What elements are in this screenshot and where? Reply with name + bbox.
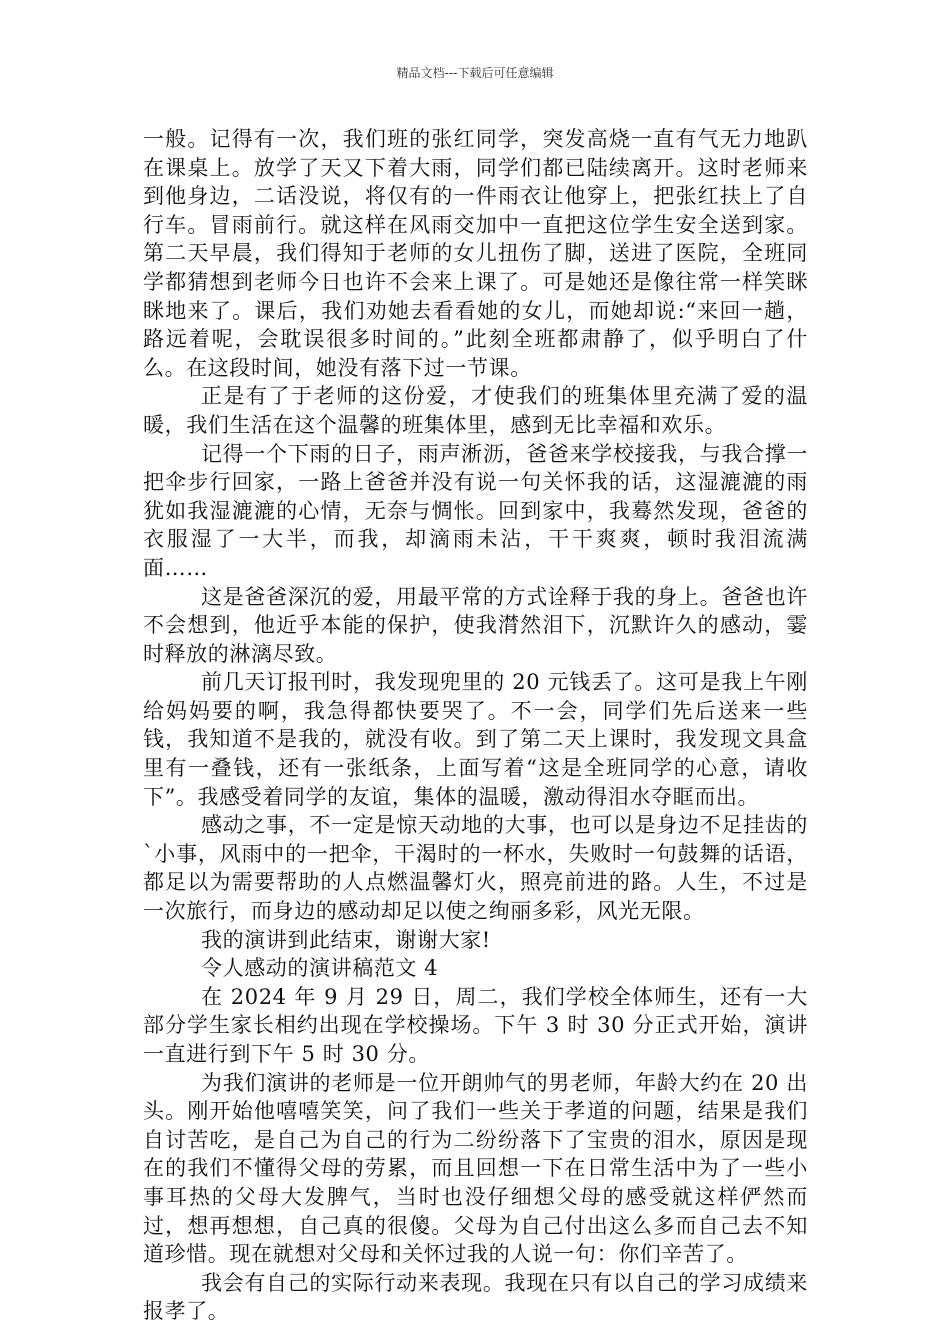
document-body: [143, 125, 808, 1326]
paragraph-6: 感动之事，不一定是惊天动地的大事，也可以是身边不足挂齿的`小事，风雨中的一把伞，干渴时的一杯水，失败时一句鼓舞的话语，都足以为需要帮助的人点燃温馨灯火，照亮前进的路。人生，不过是一次旅行，而身边的感动却足以使之绚丽多彩，风光无限。: [143, 813, 808, 924]
paragraph-4: 这是爸爸深沉的爱，用最平常的方式诠释于我的身上。爸爸也许不会想到，他近乎本能的保护，使我潸然泪下，沉默许久的感动，霎时释放的淋漓尽致。: [143, 584, 808, 666]
page-header: 精品文档---下载后可任意编辑: [396, 66, 554, 80]
section-title: 令人感动的演讲稿范文 4: [201, 956, 439, 981]
paragraph-8: 在 2024 年 9 月 29 日，周二，我们学校全体师生，还有一大部分学生家长相约出现在学校操场。下午 3 时 30 分正式开始，演讲一直进行到下午 5 时 30 分。: [143, 984, 808, 1066]
paragraph-10: 我会有自己的实际行动来表现。我现在只有以自己的学习成绩来报孝了。: [143, 1270, 808, 1324]
paragraph-1: 一般。记得有一次，我们班的张红同学，突发高烧一直有气无力地趴在课桌上。放学了天又下着大雨，同学们都已陆续离开。这时老师来到他身边，二话没说，将仅有的一件雨衣让他穿上，把张红扶上了自行车。冒雨前行。就这样在风雨交加中一直把这位学生安全送到家。第二天早晨，我们得知于老师的女儿扭伤了脚，送进了医院，全班同学都猜想到老师今日也许不会来上课了。可是她还是像往常一样笑眯眯地来了。课后，我们劝她去看看她的女儿，而她却说:“来回一趟，路远着呢，会耽误很多时间的。”此刻全班都肃静了，似乎明白了什么。在这段时间，她没有落下过一节课。: [143, 127, 808, 380]
paragraph-7: 我的演讲到此结束，谢谢大家!: [201, 927, 491, 952]
paragraph-3: 记得一个下雨的日子，雨声淅沥，爸爸来学校接我，与我合撑一把伞步行回家，一路上爸爸并没有说一句关怀我的话，这湿漉漉的雨犹如我湿漉漉的心情，无奈与惆怅。回到家中，我蓦然发现，爸爸的衣服湿了一大半，而我，却滴雨未沾，干干爽爽，顿时我泪流满面……: [143, 441, 808, 580]
paragraph-5: 前几天订报刊时，我发现兜里的 20 元钱丢了。这可是我上午刚给妈妈要的啊，我急得都快要哭了。不一会，同学们先后送来一些钱，我知道不是我的，就没有收。到了第二天上课时，我发现文具盒里有一叠钱，还有一张纸条，上面写着“这是全班同学的心意，请收下”。我感受着同学的友谊，集体的温暖，激动得泪水夺眶而出。: [143, 670, 808, 809]
paragraph-2: 正是有了于老师的这份爱，才使我们的班集体里充满了爱的温暖，我们生活在这个温馨的班集体里，感到无比幸福和欢乐。: [143, 384, 808, 437]
paragraph-9: 为我们演讲的老师是一位开朗帅气的男老师，年龄大约在 20 出头。刚开始他嘻嘻笑笑，问了我们一些关于孝道的问题，结果是我们自讨苦吃，是自己为自己的行为二纷纷落下了宝贵的泪水，原因是现在的我们不懂得父母的劳累，而且回想一下在日常生活中为了一些小事耳热的父母大发脾气，当时也没仔细想父母的感受就这样俨然而过，想再想想，自己真的很傻。父母为自己付出这么多而自己去不知道珍惜。现在就想对父母和关怀过我的人说一句：你们辛苦了。: [143, 1070, 808, 1267]
